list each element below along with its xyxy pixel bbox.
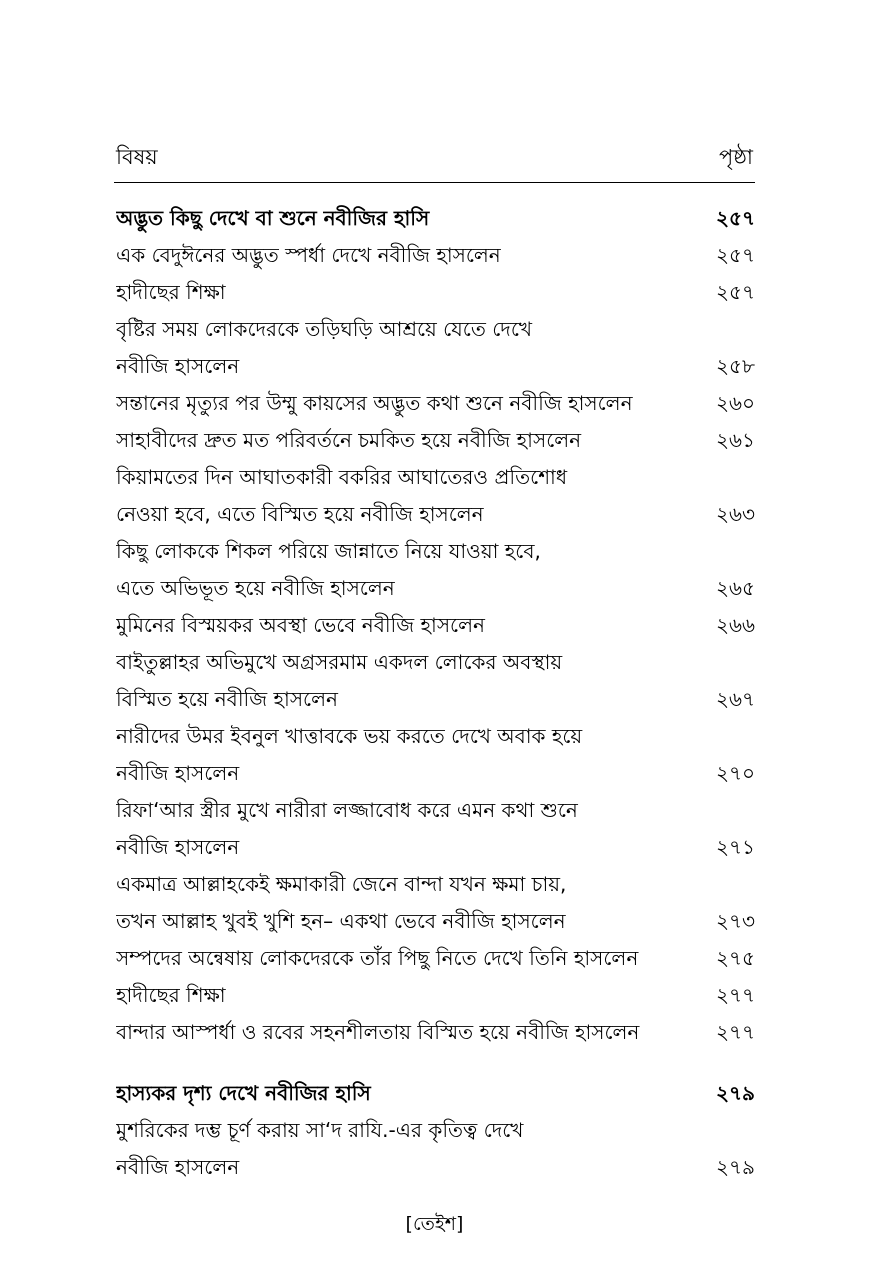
toc-page-number: ২৭৯: [716, 1081, 755, 1105]
toc-page-number: ২৫৭: [716, 280, 755, 304]
subject-heading: বিষয়: [116, 145, 158, 169]
toc-page-number: ২৬৫: [716, 576, 755, 600]
toc-entry-line: সম্পদের অন্বেষায় লোকদেরকে তাঁর পিছু নিতে দেখে তিনি হাসলেন: [116, 946, 639, 970]
toc-entry-line: মুশরিকের দম্ভ চূর্ণ করায় সা‘দ রাযি.-এর কৃতিত্ব দেখে: [116, 1118, 524, 1142]
toc-page-number: ২৭১: [716, 835, 755, 859]
toc-entry-line: নবীজি হাসলেন: [116, 354, 240, 378]
toc-page-number: ২৬১: [716, 428, 755, 452]
toc-entry: [116, 459, 755, 533]
toc-page-number: ২৬০: [715, 391, 755, 415]
toc-entry-line: বান্দার আস্পর্ধা ও রবের সহনশীলতায় বিস্মিত হয়ে নবীজি হাসলেন: [116, 1020, 640, 1044]
toc-entry: [116, 1014, 755, 1051]
toc-entry: [116, 533, 755, 607]
toc-section-heading: [116, 1075, 755, 1112]
toc-page-number: ২৭৭: [715, 983, 755, 1007]
toc-entry-line: নেওয়া হবে, এতে বিস্মিত হয়ে নবীজি হাসলেন: [116, 502, 484, 526]
toc-entry-line: রিফা‘আর স্ত্রীর মুখে নারীরা লজ্জাবোধ করে এমন কথা শুনে: [116, 798, 578, 822]
toc-page-number: ২৭৩: [715, 909, 755, 933]
toc-entry-line: নবীজি হাসলেন: [116, 1155, 240, 1179]
toc-page-number: ২৭৯: [716, 1155, 755, 1179]
toc-entry-line: হাস্যকর দৃশ্য দেখে নবীজির হাসি: [116, 1081, 371, 1105]
toc-entry: [116, 274, 755, 311]
toc-entry-line: মুমিনের বিস্ময়কর অবস্থা ভেবে নবীজি হাসলেন: [116, 613, 485, 637]
toc-entry-line: কিয়ামতের দিন আঘাতকারী বকরির আঘাতেরও প্রতিশোধ: [116, 465, 568, 489]
toc-entry: [116, 1112, 755, 1186]
toc-entry: [116, 866, 755, 940]
toc-page-number: ২৫৭: [716, 206, 755, 230]
toc-entry: [116, 311, 755, 385]
toc-section-heading: [116, 200, 755, 237]
toc-entry-line: হাদীছের শিক্ষা: [116, 983, 226, 1007]
toc-entry-line: নবীজি হাসলেন: [116, 761, 240, 785]
toc-page-number: ২৭৫: [716, 946, 755, 970]
toc-page-number: ২৫৭: [716, 243, 755, 267]
toc-entry-line: নারীদের উমর ইবনুল খাত্তাবকে ভয় করতে দেখে অবাক হয়ে: [116, 724, 583, 748]
toc-entry: [116, 385, 755, 422]
toc-entry: [116, 792, 755, 866]
toc-entry-line: কিছু লোককে শিকল পরিয়ে জান্নাতে নিয়ে যাওয়া হবে,: [116, 539, 541, 563]
toc-entry-line: এক বেদুঈনের অদ্ভুত স্পর্ধা দেখে নবীজি হাসলেন: [116, 243, 501, 267]
toc-entry-line: নবীজি হাসলেন: [116, 835, 240, 859]
toc-entry-line: সন্তানের মৃত্যুর পর উম্মু কায়সের অদ্ভুত কথা শুনে নবীজি হাসলেন: [116, 391, 633, 415]
toc-entry: [116, 644, 755, 718]
toc-entry-line: হাদীছের শিক্ষা: [116, 280, 226, 304]
toc-entry-line: সাহাবীদের দ্রুত মত পরিবর্তনে চমকিত হয়ে নবীজি হাসলেন: [116, 428, 582, 452]
toc-entry-line: বাইতুল্লাহর অভিমুখে অগ্রসরমাম একদল লোকের অবস্থায়: [116, 650, 563, 674]
toc-entry-line: বিস্মিত হয়ে নবীজি হাসলেন: [116, 687, 338, 711]
toc-list: [116, 200, 755, 1186]
toc-entry: [116, 422, 755, 459]
toc-page-number: ২৬৩: [715, 502, 755, 526]
page-heading: পৃষ্ঠা: [718, 145, 753, 169]
toc-entry-line: বৃষ্টির সময় লোকদেরকে তড়িঘড়ি আশ্রয়ে যেতে দেখে: [116, 317, 532, 341]
toc-page-number: ২৫৮: [716, 354, 755, 378]
toc-page-number: ২৬৬: [715, 613, 755, 637]
toc-entry: [116, 607, 755, 644]
page-number-footer: [তেইশ]: [405, 1213, 464, 1235]
toc-entry: [116, 237, 755, 274]
toc-entry-line: অদ্ভুত কিছু দেখে বা শুনে নবীজির হাসি: [116, 206, 430, 230]
toc-entry: [116, 977, 755, 1014]
toc-page-number: ২৭৭: [715, 1020, 755, 1044]
toc-header: [114, 145, 755, 183]
toc-page-number: ২৭০: [715, 761, 755, 785]
toc-entry-line: তখন আল্লাহ খুবই খুশি হন– একথা ভেবে নবীজি হাসলেন: [116, 909, 566, 933]
toc-entry: [116, 940, 755, 977]
toc-entry-line: একমাত্র আল্লাহকেই ক্ষমাকারী জেনে বান্দা যখন ক্ষমা চায়,: [116, 872, 567, 896]
toc-entry: [116, 718, 755, 792]
toc-page-number: ২৬৭: [715, 687, 755, 711]
toc-entry-line: এতে অভিভূত হয়ে নবীজি হাসলেন: [116, 576, 395, 600]
